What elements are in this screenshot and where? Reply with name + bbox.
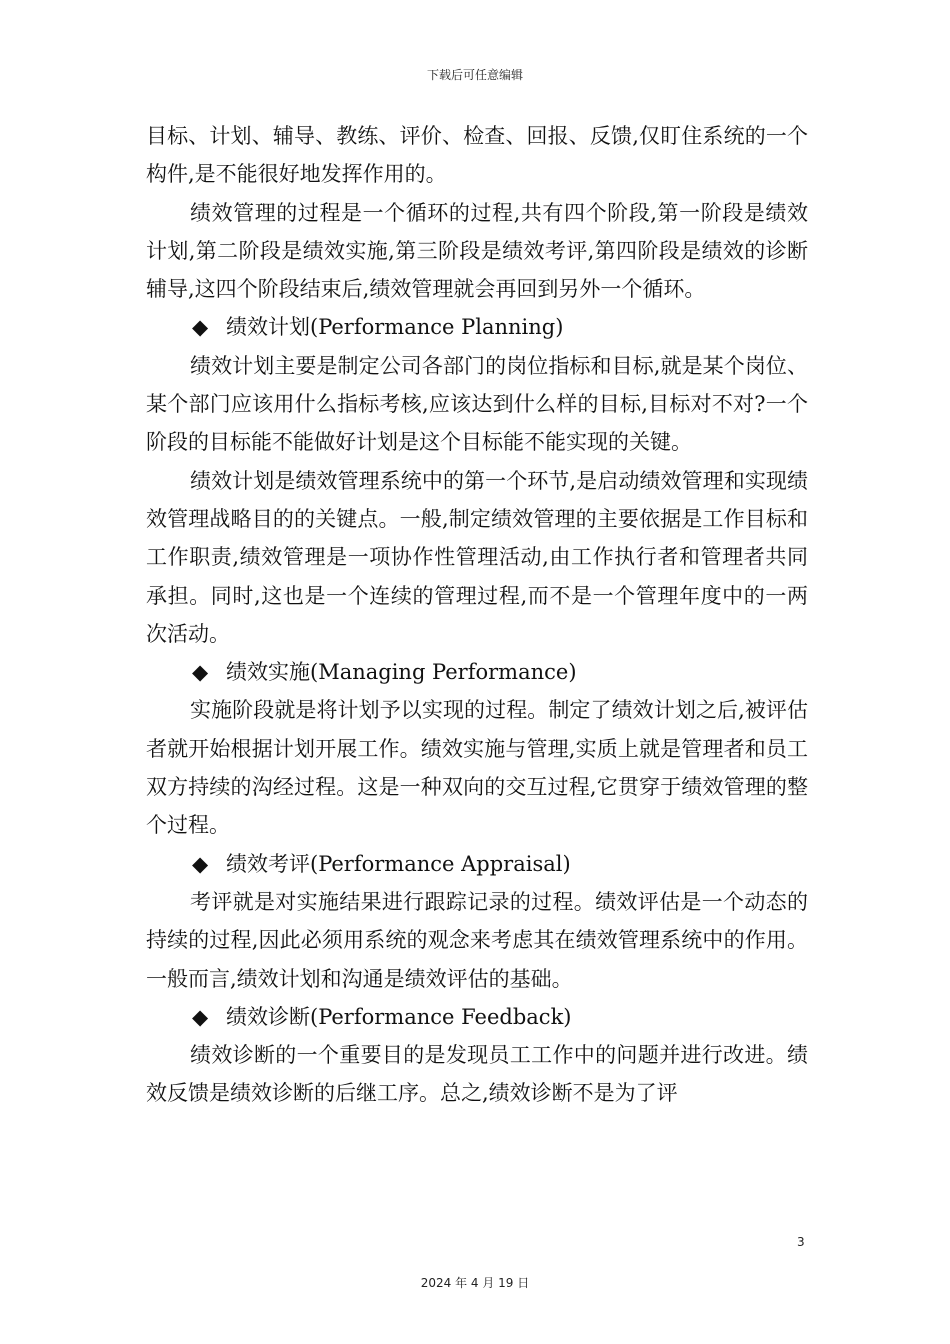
paragraph: 实施阶段就是将计划予以实现的过程。制定了绩效计划之后,被评估者就开始根据计划开展工作。绩效实施与管理,实质上就是管理者和员工双方持续的沟经过程。这是一种双向的交互过程,它贯穿于绩效管理的整个过程。 <box>146 698 808 838</box>
page-number: 3 <box>797 1235 805 1249</box>
diamond-bullet-icon: ◆ <box>192 1004 209 1029</box>
section-heading-appraisal <box>146 845 808 883</box>
diamond-bullet-icon: ◆ <box>192 660 209 685</box>
diamond-bullet-icon: ◆ <box>192 851 209 876</box>
paragraph: 绩效计划是绩效管理系统中的第一个环节,是启动绩效管理和实现绩效管理战略目的的关键点。一般,制定绩效管理的主要依据是工作目标和工作职责,绩效管理是一项协作性管理活动,由工作执行者和管理者共同承担。同时,这也是一个连续的管理过程,而不是一个管理年度中的一两次活动。 <box>146 468 808 646</box>
heading-text: 绩效计划(Performance Planning) <box>226 315 564 340</box>
paragraph: 考评就是对实施结果进行跟踪记录的过程。绩效评估是一个动态的持续的过程,因此必须用系统的观念来考虑其在绩效管理系统中的作用。一般而言,绩效计划和沟通是绩效评估的基础。 <box>146 889 808 991</box>
section-heading-planning <box>146 308 808 346</box>
document-body <box>146 117 808 1113</box>
heading-text: 绩效实施(Managing Performance) <box>226 660 577 685</box>
page-header: 下载后可任意编辑 <box>426 68 523 82</box>
paragraph: 绩效诊断的一个重要目的是发现员工工作中的问题并进行改进。绩效反馈是绩效诊断的后继工序。总之,绩效诊断不是为了评 <box>146 1043 808 1106</box>
heading-text: 绩效诊断(Performance Feedback) <box>226 1004 572 1029</box>
heading-text: 绩效考评(Performance Appraisal) <box>226 851 571 876</box>
paragraph: 目标、计划、辅导、教练、评价、检查、回报、反馈,仅盯住系统的一个构件,是不能很好地发挥作用的。 <box>146 124 808 187</box>
section-heading-feedback <box>146 998 808 1036</box>
page-footer-date: 2024 年 4 月 19 日 <box>420 1276 530 1290</box>
paragraph: 绩效计划主要是制定公司各部门的岗位指标和目标,就是某个岗位、某个部门应该用什么指标考核,应该达到什么样的目标,目标对不对?一个阶段的目标能不能做好计划是这个目标能不能实现的关键。 <box>146 353 808 455</box>
paragraph: 绩效管理的过程是一个循环的过程,共有四个阶段,第一阶段是绩效计划,第二阶段是绩效实施,第三阶段是绩效考评,第四阶段是绩效的诊断辅导,这四个阶段结束后,绩效管理就会再回到另外一个循环。 <box>146 200 808 302</box>
diamond-bullet-icon: ◆ <box>192 315 209 340</box>
section-heading-managing <box>146 653 808 691</box>
